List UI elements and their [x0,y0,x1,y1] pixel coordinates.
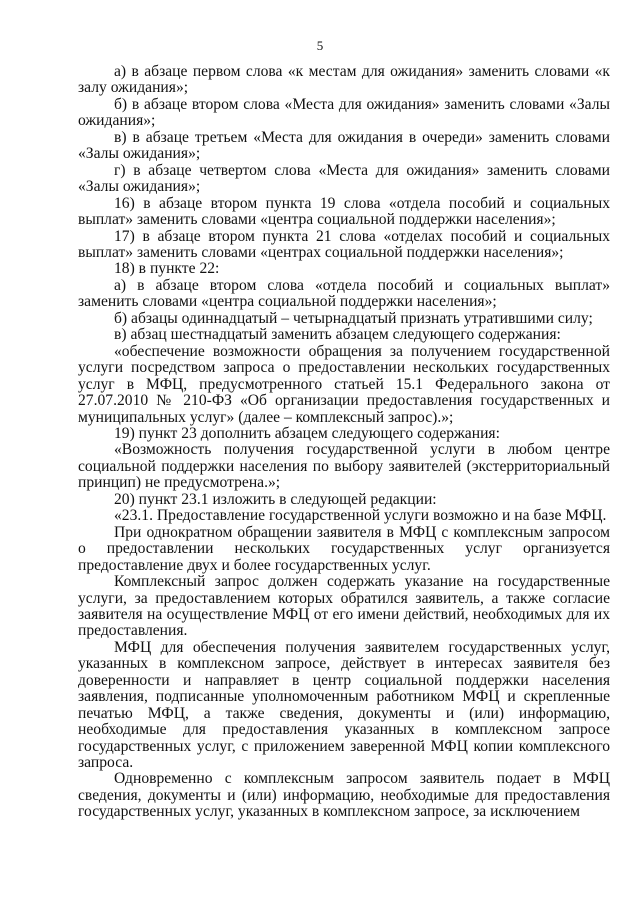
document-body [78,64,610,821]
paragraph-1: а) в абзаце первом слова «к местам для ожидания» заменить словами «к залу ожидания»; [78,63,610,97]
paragraph-9: б) абзацы одиннадцатый – четырнадцатый признать утратившими силу; [114,309,593,327]
paragraph-2: б) в абзаце втором слова «Места для ожидания» заменить словами «Залы ожидания»; [78,95,610,130]
paragraph-13: «Возможность получения государственной услуги в любом центре социальной поддержки населения по выбору заявителей (экстерриториальный принцип) не предусмотрена.»; [78,441,610,492]
paragraph-15: «23.1. Предоставление государственной услуги возможно и на базе МФЦ. [114,507,607,525]
paragraph-6: 17) в абзаце втором пункта 21 слова «отделах пособий и социальных выплат» заменить словами «центрах социальной поддержки населения»; [78,227,610,261]
paragraph-10: в) абзац шестнадцатый заменить абзацем следующего содержания: [114,326,561,344]
paragraph-19: Одновременно с комплексным запросом заявитель подает в МФЦ сведения, документы и (или) информацию, необходимые для предоставления государственных услуг, указанных в комплексном запросе, за исключением [78,770,610,821]
paragraph-5: 16) в абзаце втором пункта 19 слова «отдела пособий и социальных выплат» заменить словами «центра социальной поддержки населения»; [78,194,610,229]
paragraph-14: 20) пункт 23.1 изложить в следующей редакции: [114,490,437,508]
paragraph-3: в) в абзаце третьем «Места для ожидания в очереди» заменить словами «Залы ожидания»; [78,128,610,163]
paragraph-12: 19) пункт 23 дополнить абзацем следующего содержания: [114,424,500,442]
paragraph-4: г) в абзаце четвертом слова «Места для ожидания» заменить словами «Залы ожидания»; [78,161,610,196]
paragraph-8: а) в абзаце втором слова «отдела пособий и социальных выплат» заменить словами «центра социальной поддержки населения»; [78,276,610,311]
page-number: 5 [316,38,324,53]
paragraph-17: Комплексный запрос должен содержать указание на государственные услуги, за предоставлением которых обратился заявитель, а также согласие заявителя на осуществление МФЦ от его имени действий, необходимых для их предоставления. [78,573,610,640]
paragraph-16: При однократном обращении заявителя в МФЦ с комплексным запросом о предоставлении нескольких государственных услуг организуется предоставление двух и более государственных услуг. [78,523,610,574]
paragraph-18: МФЦ для обеспечения получения заявителем государственных услуг, указанных в комплексном запросе, действует в интересах заявителя без доверенности и направляет в центр социальной поддержки населения заявления, подписанные уполномоченным работником МФЦ и скрепленные печатью МФЦ, а также сведения, документы и (или) информацию, необходимые для предоставления указанных в комплексном запросе государственных услуг, с приложением заверенной МФЦ копии комплексного запроса. [78,638,610,772]
paragraph-11: «обеспечение возможности обращения за получением государственной услуги посредством запроса о предоставлении нескольких государственных услуг в МФЦ, предусмотренного статьей 15.1 Федерального закона от 27.07.2010 № 210-ФЗ «Об организации предоставления государственных и муниципальных услуг» (далее – комплексный запрос).»; [78,342,610,426]
paragraph-7: 18) в пункте 22: [114,260,220,278]
